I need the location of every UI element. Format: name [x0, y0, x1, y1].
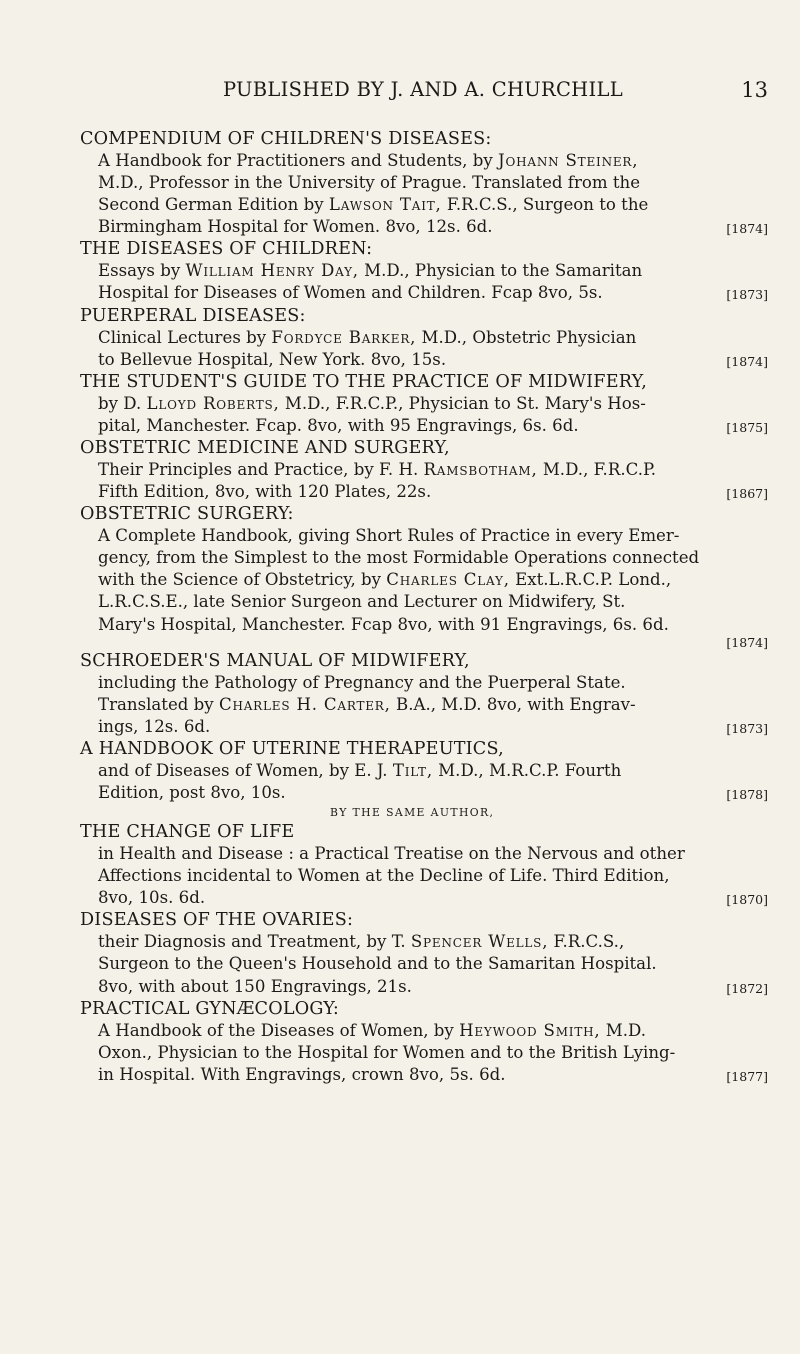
catalogue-entry — [0, 305, 800, 371]
description-line: Affections incidental to Women at the Decline of Life. Third Edition, — [98, 866, 670, 886]
author-name: Ramsbotham, — [423, 459, 538, 479]
catalogue-entry — [0, 437, 800, 503]
description-line: [1875] pital, Manchester. Fcap. 8vo, with 95 Engravings, 6s. 6d. — [98, 415, 768, 437]
description-line: [1878] Edition, post 8vo, 10s. — [98, 782, 768, 804]
description-line: [1874] to Bellevue Hospital, New York. 8vo, 15s. — [98, 349, 768, 371]
author-name: William Henry Day, — [185, 261, 359, 281]
publication-year: [1875] — [726, 419, 768, 435]
description-line: Mary's Hospital, Manchester. Fcap 8vo, with 91 Engravings, 6s. 6d. — [98, 614, 669, 634]
author-name: Lawson Tait, — [328, 195, 442, 215]
running-header — [78, 78, 768, 108]
entry-description — [98, 760, 768, 804]
entry-title: THE STUDENT'S GUIDE TO THE PRACTICE OF MIDWIFERY, — [80, 371, 647, 392]
description-line: Their Principles and Practice, by F. H. Ramsbotham, M.D., F.R.C.P. — [98, 459, 657, 479]
entry-description — [98, 525, 768, 649]
author-name: Spencer Wells, — [410, 932, 549, 952]
description-line: [1874] Birmingham Hospital for Women. 8vo, 12s. 6d. — [98, 216, 768, 238]
description-line: gency, from the Simplest to the most Formidable Operations connected — [98, 548, 700, 568]
entry-title: DISEASES OF THE OVARIES: — [80, 910, 354, 931]
entry-title: OBSTETRIC MEDICINE AND SURGERY, — [80, 437, 450, 458]
entry-title: THE DISEASES OF CHILDREN: — [80, 239, 373, 260]
entry-title: OBSTETRIC SURGERY: — [80, 504, 294, 525]
description-line: Translated by Charles H. Carter, B.A., M.D. 8vo, with Engrav- — [98, 694, 636, 714]
description-line: Second German Edition by Lawson Tait, F.R.C.S., Surgeon to the — [98, 195, 649, 215]
publication-year: [1867] — [726, 486, 768, 502]
description-line: in Health and Disease : a Practical Treatise on the Nervous and other — [98, 844, 685, 864]
entry-title: THE CHANGE OF LIFE — [80, 822, 295, 843]
entry-description — [98, 931, 768, 997]
author-name: Tilt, — [392, 760, 433, 780]
description-line: A Handbook for Practitioners and Students, by Johann Steiner, — [98, 151, 639, 170]
entry-description — [98, 843, 768, 909]
entry-title: COMPENDIUM OF CHILDREN'S DISEASES: — [80, 129, 492, 149]
publication-year: [1870] — [726, 892, 768, 908]
description-line: [1873] ings, 12s. 6d. — [98, 716, 768, 738]
catalogue-entry — [0, 238, 800, 304]
publication-year: [1878] — [726, 786, 768, 802]
description-line: [1870] 8vo, 10s. 6d. — [98, 887, 768, 909]
entry-description — [98, 1020, 768, 1086]
entry-title: PUERPERAL DISEASES: — [80, 305, 306, 326]
publication-year: [1877] — [726, 1068, 768, 1084]
description-line: [1867] Fifth Edition, 8vo, with 120 Plates, 22s. — [98, 481, 768, 503]
description-line: [1873] Hospital for Diseases of Women and Children. Fcap 8vo, 5s. — [98, 282, 768, 304]
publication-year: [1873] — [726, 287, 768, 303]
running-header-title: PUBLISHED BY J. AND A. CHURCHILL — [222, 78, 623, 101]
description-line: with the Science of Obstetricy, by Charles Clay, Ext.L.R.C.P. Lond., — [98, 570, 672, 590]
entry-description — [98, 459, 768, 503]
author-name: Charles H. Carter, — [218, 694, 391, 714]
catalogue-entry — [0, 128, 800, 238]
description-line: Oxon., Physician to the Hospital for Women and to the British Lying- — [98, 1042, 676, 1062]
description-line: Surgeon to the Queen's Household and to the Samaritan Hospital. — [98, 954, 657, 974]
entry-description — [98, 327, 768, 371]
description-line: [1872] 8vo, with about 150 Engravings, 21s. — [98, 976, 768, 998]
description-line: M.D., Professor in the University of Prague. Translated from the — [98, 173, 641, 193]
catalogue-entry — [0, 909, 800, 997]
author-name: Charles Clay, — [386, 570, 510, 590]
entry-description — [98, 260, 768, 304]
publication-year: [1874] — [726, 221, 768, 237]
by-same-author-note: BY THE SAME AUTHOR, — [330, 806, 495, 820]
entry-description — [98, 393, 768, 437]
publication-year: [1874] — [726, 634, 768, 650]
description-line: A Complete Handbook, giving Short Rules of Practice in every Emer- — [98, 526, 680, 546]
entry-title: PRACTICAL GYNÆCOLOGY: — [80, 998, 340, 1019]
entry-description — [98, 150, 768, 238]
catalogue-listing — [0, 128, 800, 1088]
description-line: Essays by William Henry Day, M.D., Physician to the Samaritan — [98, 261, 643, 281]
description-line: including the Pathology of Pregnancy and the Puerperal State. — [98, 672, 626, 692]
description-line: L.R.C.S.E., late Senior Surgeon and Lecturer on Midwifery, St. — [98, 592, 626, 612]
description-line: Clinical Lectures by Fordyce Barker, M.D., Obstetric Physician — [98, 327, 637, 347]
entry-title: A HANDBOOK OF UTERINE THERAPEUTICS, — [80, 738, 504, 759]
author-name: Johann Steiner, — [498, 151, 639, 170]
catalogue-entry — [0, 503, 800, 649]
description-line: [1877] in Hospital. With Engravings, crown 8vo, 5s. 6d. — [98, 1064, 768, 1086]
publication-year: [1874] — [726, 353, 768, 369]
description-line: their Diagnosis and Treatment, by T. Spencer Wells, F.R.C.S., — [98, 932, 625, 952]
page-number: 13 — [741, 78, 768, 102]
catalogue-entry — [0, 738, 800, 804]
description-line: by D. Lloyd Roberts, M.D., F.R.C.P., Physician to St. Mary's Hos- — [98, 393, 646, 413]
author-name: Lloyd Roberts, — [146, 393, 280, 413]
author-name: Heywood Smith, — [459, 1020, 601, 1040]
author-name: Fordyce Barker, — [271, 327, 417, 347]
catalogue-entry — [0, 371, 800, 437]
description-line: and of Diseases of Women, by E. J. Tilt, M.D., M.R.C.P. Fourth — [98, 760, 622, 780]
description-line: A Handbook of the Diseases of Women, by Heywood Smith, M.D. — [98, 1020, 647, 1040]
catalogue-entry — [0, 650, 800, 738]
publication-year: [1873] — [726, 720, 768, 736]
publication-year: [1872] — [726, 980, 768, 996]
catalogue-entry — [0, 804, 800, 909]
catalogue-entry — [0, 998, 800, 1086]
entry-title: SCHROEDER'S MANUAL OF MIDWIFERY, — [80, 650, 470, 671]
entry-description — [98, 672, 768, 738]
